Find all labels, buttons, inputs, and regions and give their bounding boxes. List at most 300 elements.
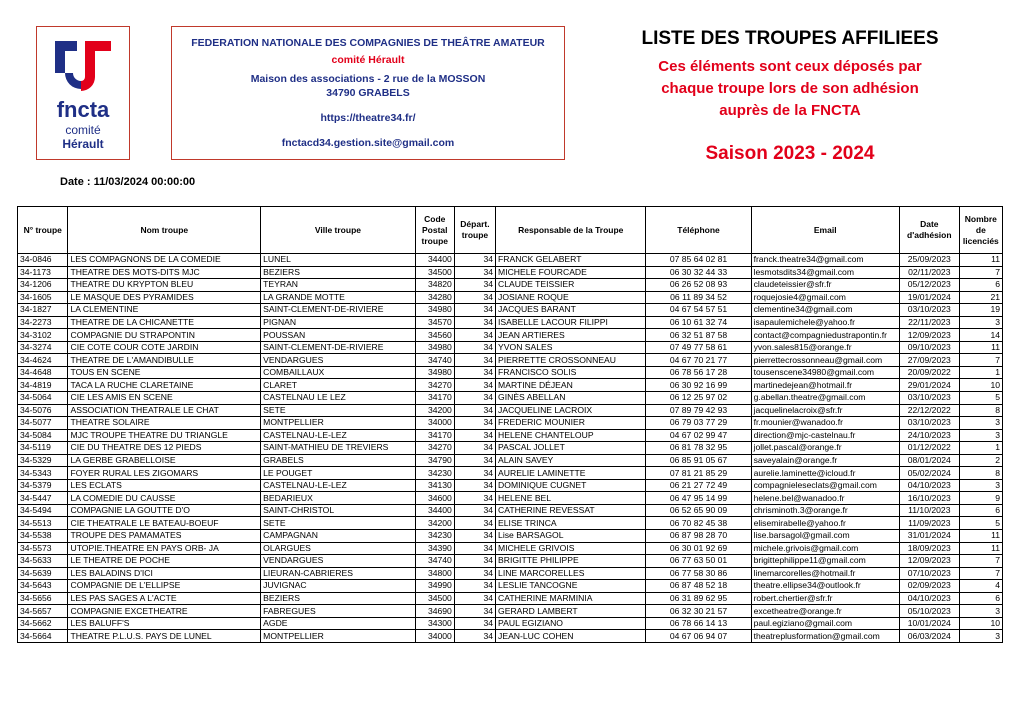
troupe-number-cell: 34-4624 (18, 354, 68, 367)
manager-name-cell: LINE MARCORELLES (496, 567, 646, 580)
troupe-number-cell: 34-5064 (18, 392, 68, 405)
federation-comite: comité Hérault (331, 54, 405, 66)
troupe-name-cell: THEATRE P.L.U.S. PAYS DE LUNEL (68, 630, 261, 643)
licensee-count-cell: 4 (959, 580, 1002, 593)
membership-date-cell: 11/10/2023 (899, 504, 959, 517)
department-cell: 34 (454, 492, 495, 505)
phone-cell: 06 47 95 14 99 (646, 492, 751, 505)
department-cell: 34 (454, 429, 495, 442)
troupe-name-cell: CIE LES AMIS EN SCENE (68, 392, 261, 405)
membership-date-cell: 02/09/2023 (899, 580, 959, 593)
phone-cell: 06 81 78 32 95 (646, 442, 751, 455)
troupe-number-cell: 34-4648 (18, 366, 68, 379)
department-cell: 34 (454, 354, 495, 367)
troupe-number-cell: 34-5633 (18, 555, 68, 568)
troupe-number-cell: 34-0846 (18, 254, 68, 267)
department-cell: 34 (454, 404, 495, 417)
postal-code-cell: 34500 (415, 592, 454, 605)
membership-date-cell: 27/09/2023 (899, 354, 959, 367)
department-cell: 34 (454, 567, 495, 580)
postal-code-cell: 34800 (415, 567, 454, 580)
membership-date-cell: 04/10/2023 (899, 479, 959, 492)
manager-name-cell: Lise BARSAGOL (496, 530, 646, 543)
phone-cell: 06 78 66 14 13 (646, 617, 751, 630)
subtitle-line-1: Ces éléments sont ceux déposés par (658, 58, 922, 75)
subtitle-line-3: auprès de la FNCTA (719, 102, 861, 119)
postal-code-cell: 34300 (415, 617, 454, 630)
troupe-number-cell: 34-5573 (18, 542, 68, 555)
licensee-count-cell: 10 (959, 379, 1002, 392)
phone-cell: 06 77 58 30 86 (646, 567, 751, 580)
membership-date-cell: 03/10/2023 (899, 417, 959, 430)
department-cell: 34 (454, 617, 495, 630)
postal-code-cell: 34280 (415, 291, 454, 304)
troupe-city-cell: FABREGUES (261, 605, 416, 618)
licensee-count-cell: 11 (959, 341, 1002, 354)
troupe-name-cell: COMPAGNIE EXCETHEATRE (68, 605, 261, 618)
department-cell: 34 (454, 555, 495, 568)
department-cell: 34 (454, 417, 495, 430)
manager-name-cell: JACQUELINE LACROIX (496, 404, 646, 417)
membership-date-cell: 31/01/2024 (899, 530, 959, 543)
column-header: Date d'adhésion (899, 207, 959, 254)
email-cell: saveyalain@orange.fr (751, 454, 899, 467)
membership-date-cell: 08/01/2024 (899, 454, 959, 467)
table-row (18, 492, 1003, 505)
phone-cell: 04 67 54 57 51 (646, 304, 751, 317)
table-row (18, 429, 1003, 442)
phone-cell: 04 67 02 99 47 (646, 429, 751, 442)
table-row (18, 341, 1003, 354)
licensee-count-cell: 7 (959, 567, 1002, 580)
troupe-number-cell: 34-2273 (18, 316, 68, 329)
troupe-number-cell: 34-5076 (18, 404, 68, 417)
email-cell: linemarcorelles@hotmail.fr (751, 567, 899, 580)
department-cell: 34 (454, 291, 495, 304)
email-cell: yvon.sales815@orange.fr (751, 341, 899, 354)
troupe-number-cell: 34-1173 (18, 266, 68, 279)
licensee-count-cell: 10 (959, 617, 1002, 630)
email-cell: helene.bel@wanadoo.fr (751, 492, 899, 505)
licensee-count-cell: 6 (959, 279, 1002, 292)
membership-date-cell: 20/09/2022 (899, 366, 959, 379)
federation-address-1: Maison des associations - 2 rue de la MOSSON (250, 73, 486, 85)
email-cell: aurelie.laminette@icloud.fr (751, 467, 899, 480)
troupe-city-cell: MONTPELLIER (261, 630, 416, 643)
troupe-city-cell: MONTPELLIER (261, 417, 416, 430)
troupe-number-cell: 34-5343 (18, 467, 68, 480)
troupe-city-cell: GRABELS (261, 454, 416, 467)
table-row (18, 555, 1003, 568)
manager-name-cell: LESLIE TANCOGNE (496, 580, 646, 593)
table-row (18, 442, 1003, 455)
membership-date-cell: 05/10/2023 (899, 605, 959, 618)
phone-cell: 06 77 63 50 01 (646, 555, 751, 568)
troupe-name-cell: LES BALADINS D'ICI (68, 567, 261, 580)
troupe-name-cell: UTOPIE.THEATRE EN PAYS ORB- JA (68, 542, 261, 555)
membership-date-cell: 07/10/2023 (899, 567, 959, 580)
troupe-number-cell: 34-3102 (18, 329, 68, 342)
membership-date-cell: 22/11/2023 (899, 316, 959, 329)
postal-code-cell: 34570 (415, 316, 454, 329)
table-row (18, 379, 1003, 392)
membership-date-cell: 16/10/2023 (899, 492, 959, 505)
table-row (18, 567, 1003, 580)
table-row (18, 404, 1003, 417)
table-row (18, 366, 1003, 379)
phone-cell: 06 12 25 97 02 (646, 392, 751, 405)
troupe-name-cell: THEATRE DE L'AMANDIBULLE (68, 354, 261, 367)
troupe-name-cell: LE MASQUE DES PYRAMIDES (68, 291, 261, 304)
email-cell: tousenscene34980@gmail.com (751, 366, 899, 379)
licensee-count-cell: 5 (959, 392, 1002, 405)
table-row (18, 530, 1003, 543)
manager-name-cell: JACQUES BARANT (496, 304, 646, 317)
subtitle-line-2: chaque troupe lors de son adhésion (661, 80, 919, 97)
membership-date-cell: 12/09/2023 (899, 329, 959, 342)
table-row (18, 605, 1003, 618)
department-cell: 34 (454, 392, 495, 405)
troupe-name-cell: LE THEATRE DE POCHE (68, 555, 261, 568)
department-cell: 34 (454, 530, 495, 543)
department-cell: 34 (454, 630, 495, 643)
troupe-name-cell: CIE THEATRALE LE BATEAU-BOEUF (68, 517, 261, 530)
table-row (18, 630, 1003, 643)
phone-cell: 07 85 64 02 81 (646, 254, 751, 267)
manager-name-cell: PASCAL JOLLET (496, 442, 646, 455)
email-cell: martinedejean@hotmail.fr (751, 379, 899, 392)
troupe-name-cell: LES COMPAGNONS DE LA COMEDIE (68, 254, 261, 267)
licensee-count-cell: 19 (959, 304, 1002, 317)
troupe-city-cell: AGDE (261, 617, 416, 630)
licensee-count-cell: 11 (959, 530, 1002, 543)
phone-cell: 06 85 91 05 67 (646, 454, 751, 467)
licensee-count-cell: 8 (959, 404, 1002, 417)
licensee-count-cell: 1 (959, 366, 1002, 379)
licensee-count-cell: 11 (959, 254, 1002, 267)
licensee-count-cell: 9 (959, 492, 1002, 505)
troupe-number-cell: 34-5084 (18, 429, 68, 442)
column-header: Email (751, 207, 899, 254)
manager-name-cell: BRIGITTE PHILIPPE (496, 555, 646, 568)
department-cell: 34 (454, 542, 495, 555)
department-cell: 34 (454, 454, 495, 467)
postal-code-cell: 34400 (415, 254, 454, 267)
postal-code-cell: 34390 (415, 542, 454, 555)
troupe-city-cell: BEZIERS (261, 592, 416, 605)
department-cell: 34 (454, 479, 495, 492)
troupe-name-cell: COMPAGNIE DU STRAPONTIN (68, 329, 261, 342)
troupe-name-cell: THEATRE DU KRYPTON BLEU (68, 279, 261, 292)
postal-code-cell: 34980 (415, 304, 454, 317)
troupe-city-cell: SAINT-CHRISTOL (261, 504, 416, 517)
postal-code-cell: 34820 (415, 279, 454, 292)
manager-name-cell: CATHERINE REVESSAT (496, 504, 646, 517)
department-cell: 34 (454, 366, 495, 379)
troupe-number-cell: 34-5379 (18, 479, 68, 492)
table-row (18, 479, 1003, 492)
troupe-name-cell: LES BALUFF'S (68, 617, 261, 630)
table-row (18, 329, 1003, 342)
department-cell: 34 (454, 517, 495, 530)
postal-code-cell: 34740 (415, 555, 454, 568)
column-header: Nombre de licenciés (959, 207, 1002, 254)
federation-email[interactable]: fnctacd34.gestion.site@gmail.com (281, 137, 455, 149)
federation-address-2: 34790 GRABELS (326, 87, 410, 99)
membership-date-cell: 09/10/2023 (899, 341, 959, 354)
postal-code-cell: 34270 (415, 442, 454, 455)
troupe-city-cell: SAINT-CLEMENT-DE-RIVIERE (261, 341, 416, 354)
phone-cell: 06 32 51 87 58 (646, 329, 751, 342)
report-date: Date : 11/03/2024 00:00:00 (60, 176, 196, 188)
postal-code-cell: 34270 (415, 379, 454, 392)
phone-cell: 06 79 03 77 29 (646, 417, 751, 430)
membership-date-cell: 22/12/2022 (899, 404, 959, 417)
troupes-table (17, 206, 1003, 643)
membership-date-cell: 05/12/2023 (899, 279, 959, 292)
licensee-count-cell: 6 (959, 504, 1002, 517)
phone-cell: 06 10 61 32 74 (646, 316, 751, 329)
email-cell: compagnieleseclats@gmail.com (751, 479, 899, 492)
troupe-number-cell: 34-5329 (18, 454, 68, 467)
licensee-count-cell: 3 (959, 630, 1002, 643)
troupe-number-cell: 34-1605 (18, 291, 68, 304)
department-cell: 34 (454, 254, 495, 267)
email-cell: brigittephilippe11@gmail.com (751, 555, 899, 568)
table-row (18, 304, 1003, 317)
postal-code-cell: 34790 (415, 454, 454, 467)
membership-date-cell: 12/09/2023 (899, 555, 959, 568)
table-row (18, 392, 1003, 405)
manager-name-cell: MICHELE GRIVOIS (496, 542, 646, 555)
phone-cell: 06 78 56 17 28 (646, 366, 751, 379)
fncta-emblem-icon (51, 37, 115, 97)
postal-code-cell: 34690 (415, 605, 454, 618)
troupe-city-cell: TEYRAN (261, 279, 416, 292)
phone-cell: 06 30 01 92 69 (646, 542, 751, 555)
email-cell: theatre.ellipse34@outlook.fr (751, 580, 899, 593)
licensee-count-cell: 3 (959, 479, 1002, 492)
licensee-count-cell: 5 (959, 517, 1002, 530)
department-cell: 34 (454, 279, 495, 292)
phone-cell: 06 30 92 16 99 (646, 379, 751, 392)
postal-code-cell: 34980 (415, 366, 454, 379)
email-cell: theatreplusformation@gmail.com (751, 630, 899, 643)
phone-cell: 04 67 70 21 77 (646, 354, 751, 367)
department-cell: 34 (454, 329, 495, 342)
troupe-name-cell: LES PAS SAGES A L'ACTE (68, 592, 261, 605)
manager-name-cell: PAUL EGIZIANO (496, 617, 646, 630)
email-cell: michele.grivois@gmail.com (751, 542, 899, 555)
phone-cell: 06 30 32 44 33 (646, 266, 751, 279)
manager-name-cell: ALAIN SAVEY (496, 454, 646, 467)
phone-cell: 06 52 65 90 09 (646, 504, 751, 517)
postal-code-cell: 34400 (415, 504, 454, 517)
membership-date-cell: 29/01/2024 (899, 379, 959, 392)
email-cell: isapaulemichele@yahoo.fr (751, 316, 899, 329)
email-cell: lise.barsagol@gmail.com (751, 530, 899, 543)
troupe-number-cell: 34-5664 (18, 630, 68, 643)
troupe-city-cell: BEZIERS (261, 266, 416, 279)
troupe-name-cell: TOUS EN SCENE (68, 366, 261, 379)
troupe-name-cell: THEATRE DES MOTS-DITS MJC (68, 266, 261, 279)
email-cell: excetheatre@orange.fr (751, 605, 899, 618)
membership-date-cell: 11/09/2023 (899, 517, 959, 530)
phone-cell: 06 11 89 34 52 (646, 291, 751, 304)
department-cell: 34 (454, 304, 495, 317)
manager-name-cell: FRANCISCO SOLIS (496, 366, 646, 379)
troupe-city-cell: CLARET (261, 379, 416, 392)
page-title: LISTE DES TROUPES AFFILIEES (641, 28, 939, 49)
logo-region: Hérault (62, 137, 104, 151)
manager-name-cell: JEAN ARTIERES (496, 329, 646, 342)
manager-name-cell: GINÈS ABELLAN (496, 392, 646, 405)
licensee-count-cell: 3 (959, 429, 1002, 442)
troupe-city-cell: CASTELNAU LE LEZ (261, 392, 416, 405)
federation-website[interactable]: https://theatre34.fr/ (320, 112, 416, 124)
troupe-city-cell: OLARGUES (261, 542, 416, 555)
email-cell: chrisminoth.3@orange.fr (751, 504, 899, 517)
postal-code-cell: 34000 (415, 630, 454, 643)
troupe-city-cell: CAMPAGNAN (261, 530, 416, 543)
department-cell: 34 (454, 467, 495, 480)
email-cell: elisemirabelle@yahoo.fr (751, 517, 899, 530)
troupe-city-cell: LE POUGET (261, 467, 416, 480)
manager-name-cell: PIERRETTE CROSSONNEAU (496, 354, 646, 367)
postal-code-cell: 34000 (415, 417, 454, 430)
email-cell: claudeteissier@sfr.fr (751, 279, 899, 292)
troupe-city-cell: SETE (261, 404, 416, 417)
email-cell: jollet.pascal@orange.fr (751, 442, 899, 455)
table-body (18, 254, 1003, 643)
troupe-city-cell: BEDARIEUX (261, 492, 416, 505)
email-cell: fr.mounier@wanadoo.fr (751, 417, 899, 430)
troupe-number-cell: 34-5656 (18, 592, 68, 605)
manager-name-cell: MARTINE DÉJEAN (496, 379, 646, 392)
column-header: Responsable de la Troupe (496, 207, 646, 254)
federation-box (171, 26, 565, 160)
column-header: Ville troupe (261, 207, 416, 254)
department-cell: 34 (454, 266, 495, 279)
postal-code-cell: 34980 (415, 341, 454, 354)
manager-name-cell: MICHELE FOURCADE (496, 266, 646, 279)
email-cell: paul.egiziano@gmail.com (751, 617, 899, 630)
column-header: Départ. troupe (454, 207, 495, 254)
licensee-count-cell: 7 (959, 354, 1002, 367)
table-row (18, 542, 1003, 555)
email-cell: direction@mjc-castelnau.fr (751, 429, 899, 442)
phone-cell: 06 26 52 08 93 (646, 279, 751, 292)
column-header: Téléphone (646, 207, 751, 254)
phone-cell: 07 49 77 58 61 (646, 341, 751, 354)
email-cell: pierrettecrossonneau@gmail.com (751, 354, 899, 367)
postal-code-cell: 34130 (415, 479, 454, 492)
manager-name-cell: YVON SALES (496, 341, 646, 354)
membership-date-cell: 06/03/2024 (899, 630, 959, 643)
table-row (18, 354, 1003, 367)
troupe-city-cell: JUVIGNAC (261, 580, 416, 593)
phone-cell: 07 81 21 85 29 (646, 467, 751, 480)
troupe-number-cell: 34-5119 (18, 442, 68, 455)
membership-date-cell: 03/10/2023 (899, 304, 959, 317)
troupe-name-cell: FOYER RURAL LES ZIGOMARS (68, 467, 261, 480)
troupe-number-cell: 34-5662 (18, 617, 68, 630)
troupe-name-cell: MJC TROUPE THEATRE DU TRIANGLE (68, 429, 261, 442)
table-row (18, 580, 1003, 593)
troupe-city-cell: VENDARGUES (261, 354, 416, 367)
phone-cell: 06 31 89 62 95 (646, 592, 751, 605)
troupe-number-cell: 34-1206 (18, 279, 68, 292)
troupe-name-cell: ASSOCIATION THEATRALE LE CHAT (68, 404, 261, 417)
postal-code-cell: 34600 (415, 492, 454, 505)
troupe-number-cell: 34-1827 (18, 304, 68, 317)
postal-code-cell: 34200 (415, 404, 454, 417)
postal-code-cell: 34230 (415, 530, 454, 543)
troupe-city-cell: COMBAILLAUX (261, 366, 416, 379)
department-cell: 34 (454, 504, 495, 517)
manager-name-cell: JOSIANE ROQUE (496, 291, 646, 304)
email-cell: jacquelinelacroix@sfr.fr (751, 404, 899, 417)
troupe-city-cell: SAINT-MATHIEU DE TREVIERS (261, 442, 416, 455)
department-cell: 34 (454, 592, 495, 605)
membership-date-cell: 03/10/2023 (899, 392, 959, 405)
troupe-number-cell: 34-5639 (18, 567, 68, 580)
troupe-city-cell: LUNEL (261, 254, 416, 267)
fncta-logo (36, 26, 130, 160)
troupe-city-cell: CASTELNAU-LE-LEZ (261, 429, 416, 442)
column-header: Code Postal troupe (415, 207, 454, 254)
column-header: N° troupe (18, 207, 68, 254)
membership-date-cell: 05/02/2024 (899, 467, 959, 480)
table-row (18, 592, 1003, 605)
manager-name-cell: ELISE TRINCA (496, 517, 646, 530)
licensee-count-cell: 1 (959, 442, 1002, 455)
department-cell: 34 (454, 605, 495, 618)
troupe-number-cell: 34-5643 (18, 580, 68, 593)
troupe-number-cell: 34-4819 (18, 379, 68, 392)
troupe-city-cell: SAINT-CLEMENT-DE-RIVIERE (261, 304, 416, 317)
logo-name: fncta (56, 97, 110, 122)
troupe-number-cell: 34-5494 (18, 504, 68, 517)
licensee-count-cell: 21 (959, 291, 1002, 304)
phone-cell: 04 67 06 94 07 (646, 630, 751, 643)
table-row (18, 517, 1003, 530)
table-row (18, 504, 1003, 517)
manager-name-cell: FRANCK GELABERT (496, 254, 646, 267)
licensee-count-cell: 11 (959, 542, 1002, 555)
email-cell: roquejosie4@gmail.com (751, 291, 899, 304)
department-cell: 34 (454, 379, 495, 392)
licensee-count-cell: 3 (959, 316, 1002, 329)
troupe-number-cell: 34-5077 (18, 417, 68, 430)
troupe-name-cell: CIE DU THEATRE DES 12 PIEDS (68, 442, 261, 455)
licensee-count-cell: 3 (959, 417, 1002, 430)
troupe-name-cell: TACA LA RUCHE CLARETAINE (68, 379, 261, 392)
licensee-count-cell: 6 (959, 592, 1002, 605)
licensee-count-cell: 7 (959, 555, 1002, 568)
troupe-city-cell: CASTELNAU-LE-LEZ (261, 479, 416, 492)
postal-code-cell: 34170 (415, 429, 454, 442)
logo-comite: comité (65, 123, 101, 137)
table-row (18, 454, 1003, 467)
phone-cell: 06 32 30 21 57 (646, 605, 751, 618)
manager-name-cell: CLAUDE TEISSIER (496, 279, 646, 292)
troupe-city-cell: SETE (261, 517, 416, 530)
licensee-count-cell: 8 (959, 467, 1002, 480)
postal-code-cell: 34200 (415, 517, 454, 530)
email-cell: g.abellan.theatre@gmail.com (751, 392, 899, 405)
column-header: Nom troupe (68, 207, 261, 254)
